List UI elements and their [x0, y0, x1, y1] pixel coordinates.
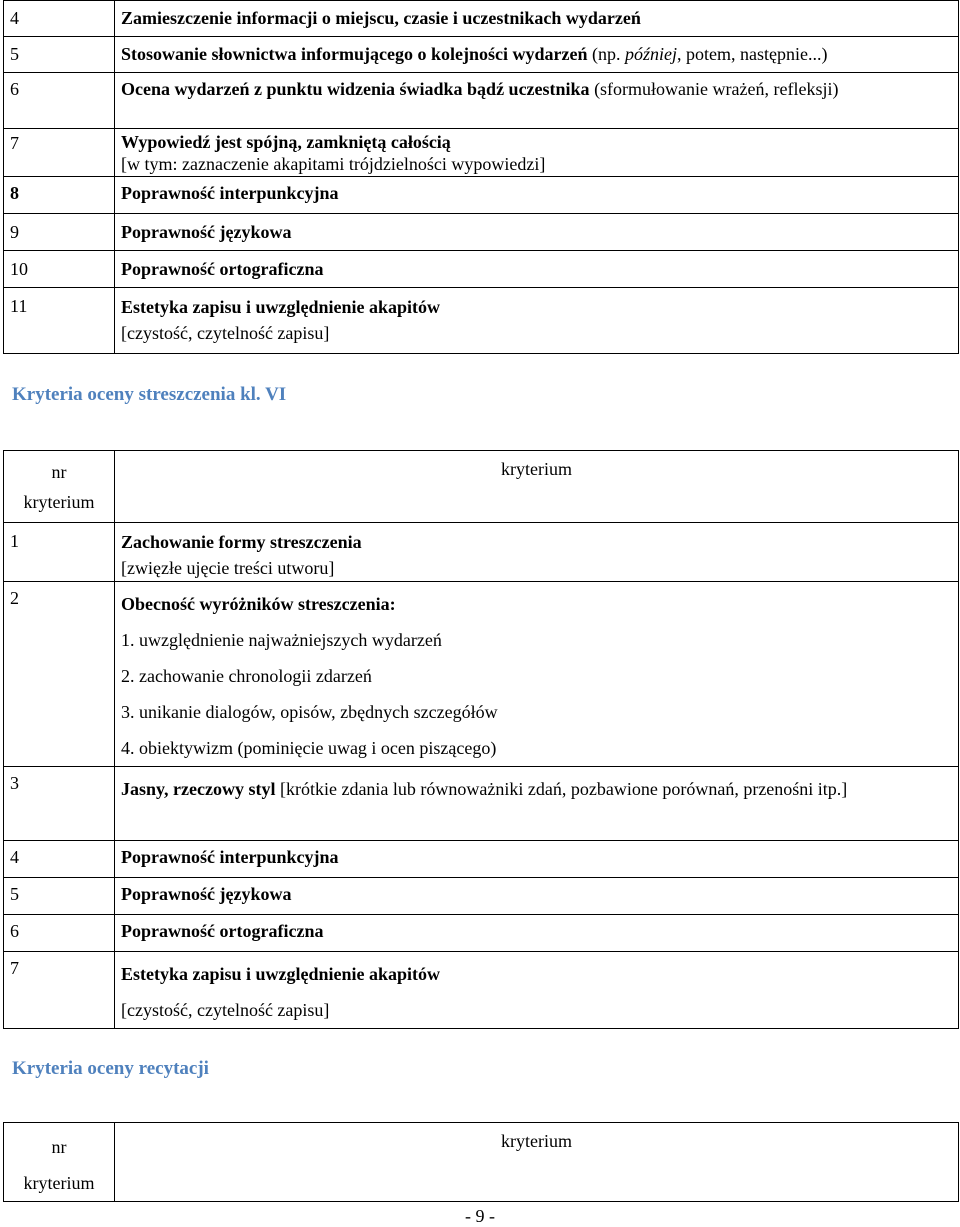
row-number: 4: [4, 1, 115, 37]
criterion-text: Wypowiedź jest spójną, zamkniętą całością [w tym: zaznaczenie akapitami trójdzielności wypowiedzi]: [115, 129, 959, 177]
criteria-table-continued: [3, 0, 959, 354]
table-row: [4, 1, 959, 37]
table-header-row: [4, 1123, 959, 1202]
criterion-text: Poprawność ortograficzna: [115, 251, 959, 288]
table-row: [4, 251, 959, 288]
row-number: 4: [4, 841, 115, 878]
row-number: 5: [4, 37, 115, 73]
criterion-text: Estetyka zapisu i uwzględnienie akapitów [czystość, czytelność zapisu]: [115, 288, 959, 354]
table-row: [4, 582, 959, 767]
table-row: [4, 523, 959, 582]
table-row: [4, 129, 959, 177]
row-number: 6: [4, 915, 115, 952]
row-number: 11: [4, 288, 115, 354]
table-row: [4, 878, 959, 915]
criterion-text: Obecność wyróżników streszczenia: 1. uwzględnienie najważniejszych wydarzeń 2. zachowanie chronologii zdarzeń 3. unikanie dialogów, opisów, zbędnych szczegółów 4. obiektywizm (pominięcie uwag i ocen piszącego): [115, 582, 959, 767]
row-number: 9: [4, 214, 115, 251]
section-title-recitation: Kryteria oceny recytacji: [12, 1058, 209, 1079]
table-row: [4, 952, 959, 1029]
table-header-row: [4, 451, 959, 523]
criterion-text: Poprawność interpunkcyjna: [115, 177, 959, 214]
criterion-text: Jasny, rzeczowy styl [krótkie zdania lub równoważniki zdań, pozbawione porównań, przenośni itp.]: [115, 767, 959, 841]
row-number: 1: [4, 523, 115, 582]
table-row: [4, 214, 959, 251]
criterion-text: Ocena wydarzeń z punktu widzenia świadka bądź uczestnika (sformułowanie wrażeń, refleksji): [115, 73, 959, 129]
row-number: 7: [4, 129, 115, 177]
row-number: 6: [4, 73, 115, 129]
table-row: [4, 73, 959, 129]
table-row: [4, 288, 959, 354]
row-number: 2: [4, 582, 115, 767]
recitation-criteria-table: [3, 1122, 959, 1202]
table-row: [4, 177, 959, 214]
criterion-text: Poprawność ortograficzna: [115, 915, 959, 952]
header-criterion: kryterium: [115, 1123, 959, 1202]
list-item: 3. unikanie dialogów, opisów, zbędnych szczegółów: [121, 702, 498, 722]
summary-criteria-table: [3, 450, 959, 1029]
row-number: 5: [4, 878, 115, 915]
table-row: [4, 915, 959, 952]
criterion-text: Zamieszczenie informacji o miejscu, czasie i uczestnikach wydarzeń: [115, 1, 959, 37]
criterion-text: Poprawność językowa: [115, 214, 959, 251]
row-number: 3: [4, 767, 115, 841]
criterion-text: Stosowanie słownictwa informującego o kolejności wydarzeń (np. później, potem, następnie...): [115, 37, 959, 73]
table-row: [4, 767, 959, 841]
list-item: 4. obiektywizm (pominięcie uwag i ocen piszącego): [121, 738, 497, 758]
section-title-summary: Kryteria oceny streszczenia kl. VI: [12, 384, 287, 405]
table-row: [4, 841, 959, 878]
table-row: [4, 37, 959, 73]
criterion-text: Poprawność interpunkcyjna: [115, 841, 959, 878]
header-nr: nr kryterium: [4, 451, 115, 523]
list-item: 1. uwzględnienie najważniejszych wydarzeń: [121, 630, 442, 650]
criterion-text: Estetyka zapisu i uwzględnienie akapitów [czystość, czytelność zapisu]: [115, 952, 959, 1029]
page-number: - 9 -: [465, 1206, 495, 1226]
row-number: 8: [4, 177, 115, 214]
row-number: 10: [4, 251, 115, 288]
header-nr: nr kryterium: [4, 1123, 115, 1202]
list-item: 2. zachowanie chronologii zdarzeń: [121, 666, 372, 686]
header-criterion: kryterium: [115, 451, 959, 523]
row-number: 7: [4, 952, 115, 1029]
criterion-text: Poprawność językowa: [115, 878, 959, 915]
criterion-text: Zachowanie formy streszczenia [zwięzłe ujęcie treści utworu]: [115, 523, 959, 582]
